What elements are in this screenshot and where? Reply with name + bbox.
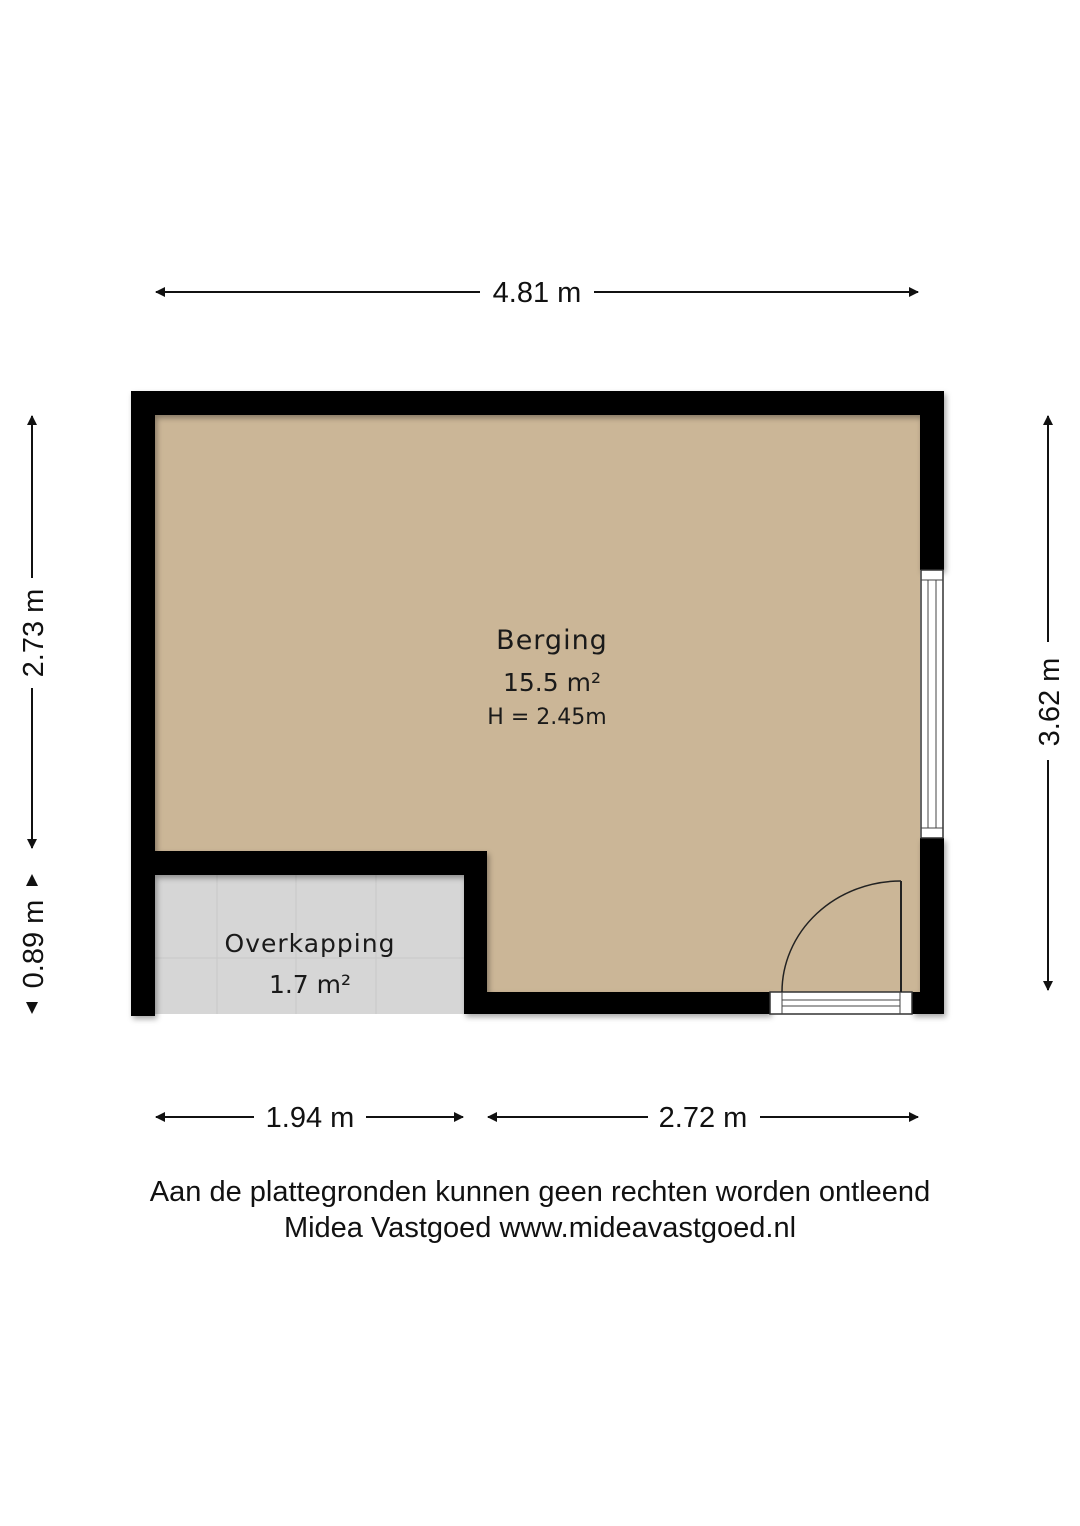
overkapping-area: 1.7 m²: [268, 970, 352, 999]
dimension-bottom-left-label: 1.94 m: [265, 1102, 355, 1134]
dimension-left-upper: [18, 416, 50, 848]
dimension-bottom-right-label: 2.72 m: [658, 1102, 748, 1134]
window-right: [921, 570, 943, 838]
dimension-top: [156, 277, 918, 309]
dimension-left-lower-label: 0.89 m: [18, 899, 50, 989]
dimension-bottom-left: [156, 1102, 463, 1134]
berging-name: Berging: [496, 625, 608, 656]
berging-height: H = 2.45m: [487, 705, 607, 730]
overkapping-name: Overkapping: [224, 929, 396, 958]
dimension-right: [1034, 416, 1066, 990]
dimension-bottom-right: [488, 1102, 918, 1134]
dimension-left-lower: [18, 874, 50, 1014]
dimension-right-label: 3.62 m: [1034, 657, 1066, 747]
footer-credit: Midea Vastgoed www.mideavastgoed.nl: [283, 1212, 797, 1244]
footer-disclaimer: Aan de plattegronden kunnen geen rechten worden ontleend: [149, 1176, 931, 1208]
berging-area: 15.5 m²: [503, 668, 601, 697]
dimension-top-label: 4.81 m: [492, 277, 582, 309]
dimension-left-upper-label: 2.73 m: [18, 588, 50, 678]
room-label-berging: [487, 625, 608, 730]
